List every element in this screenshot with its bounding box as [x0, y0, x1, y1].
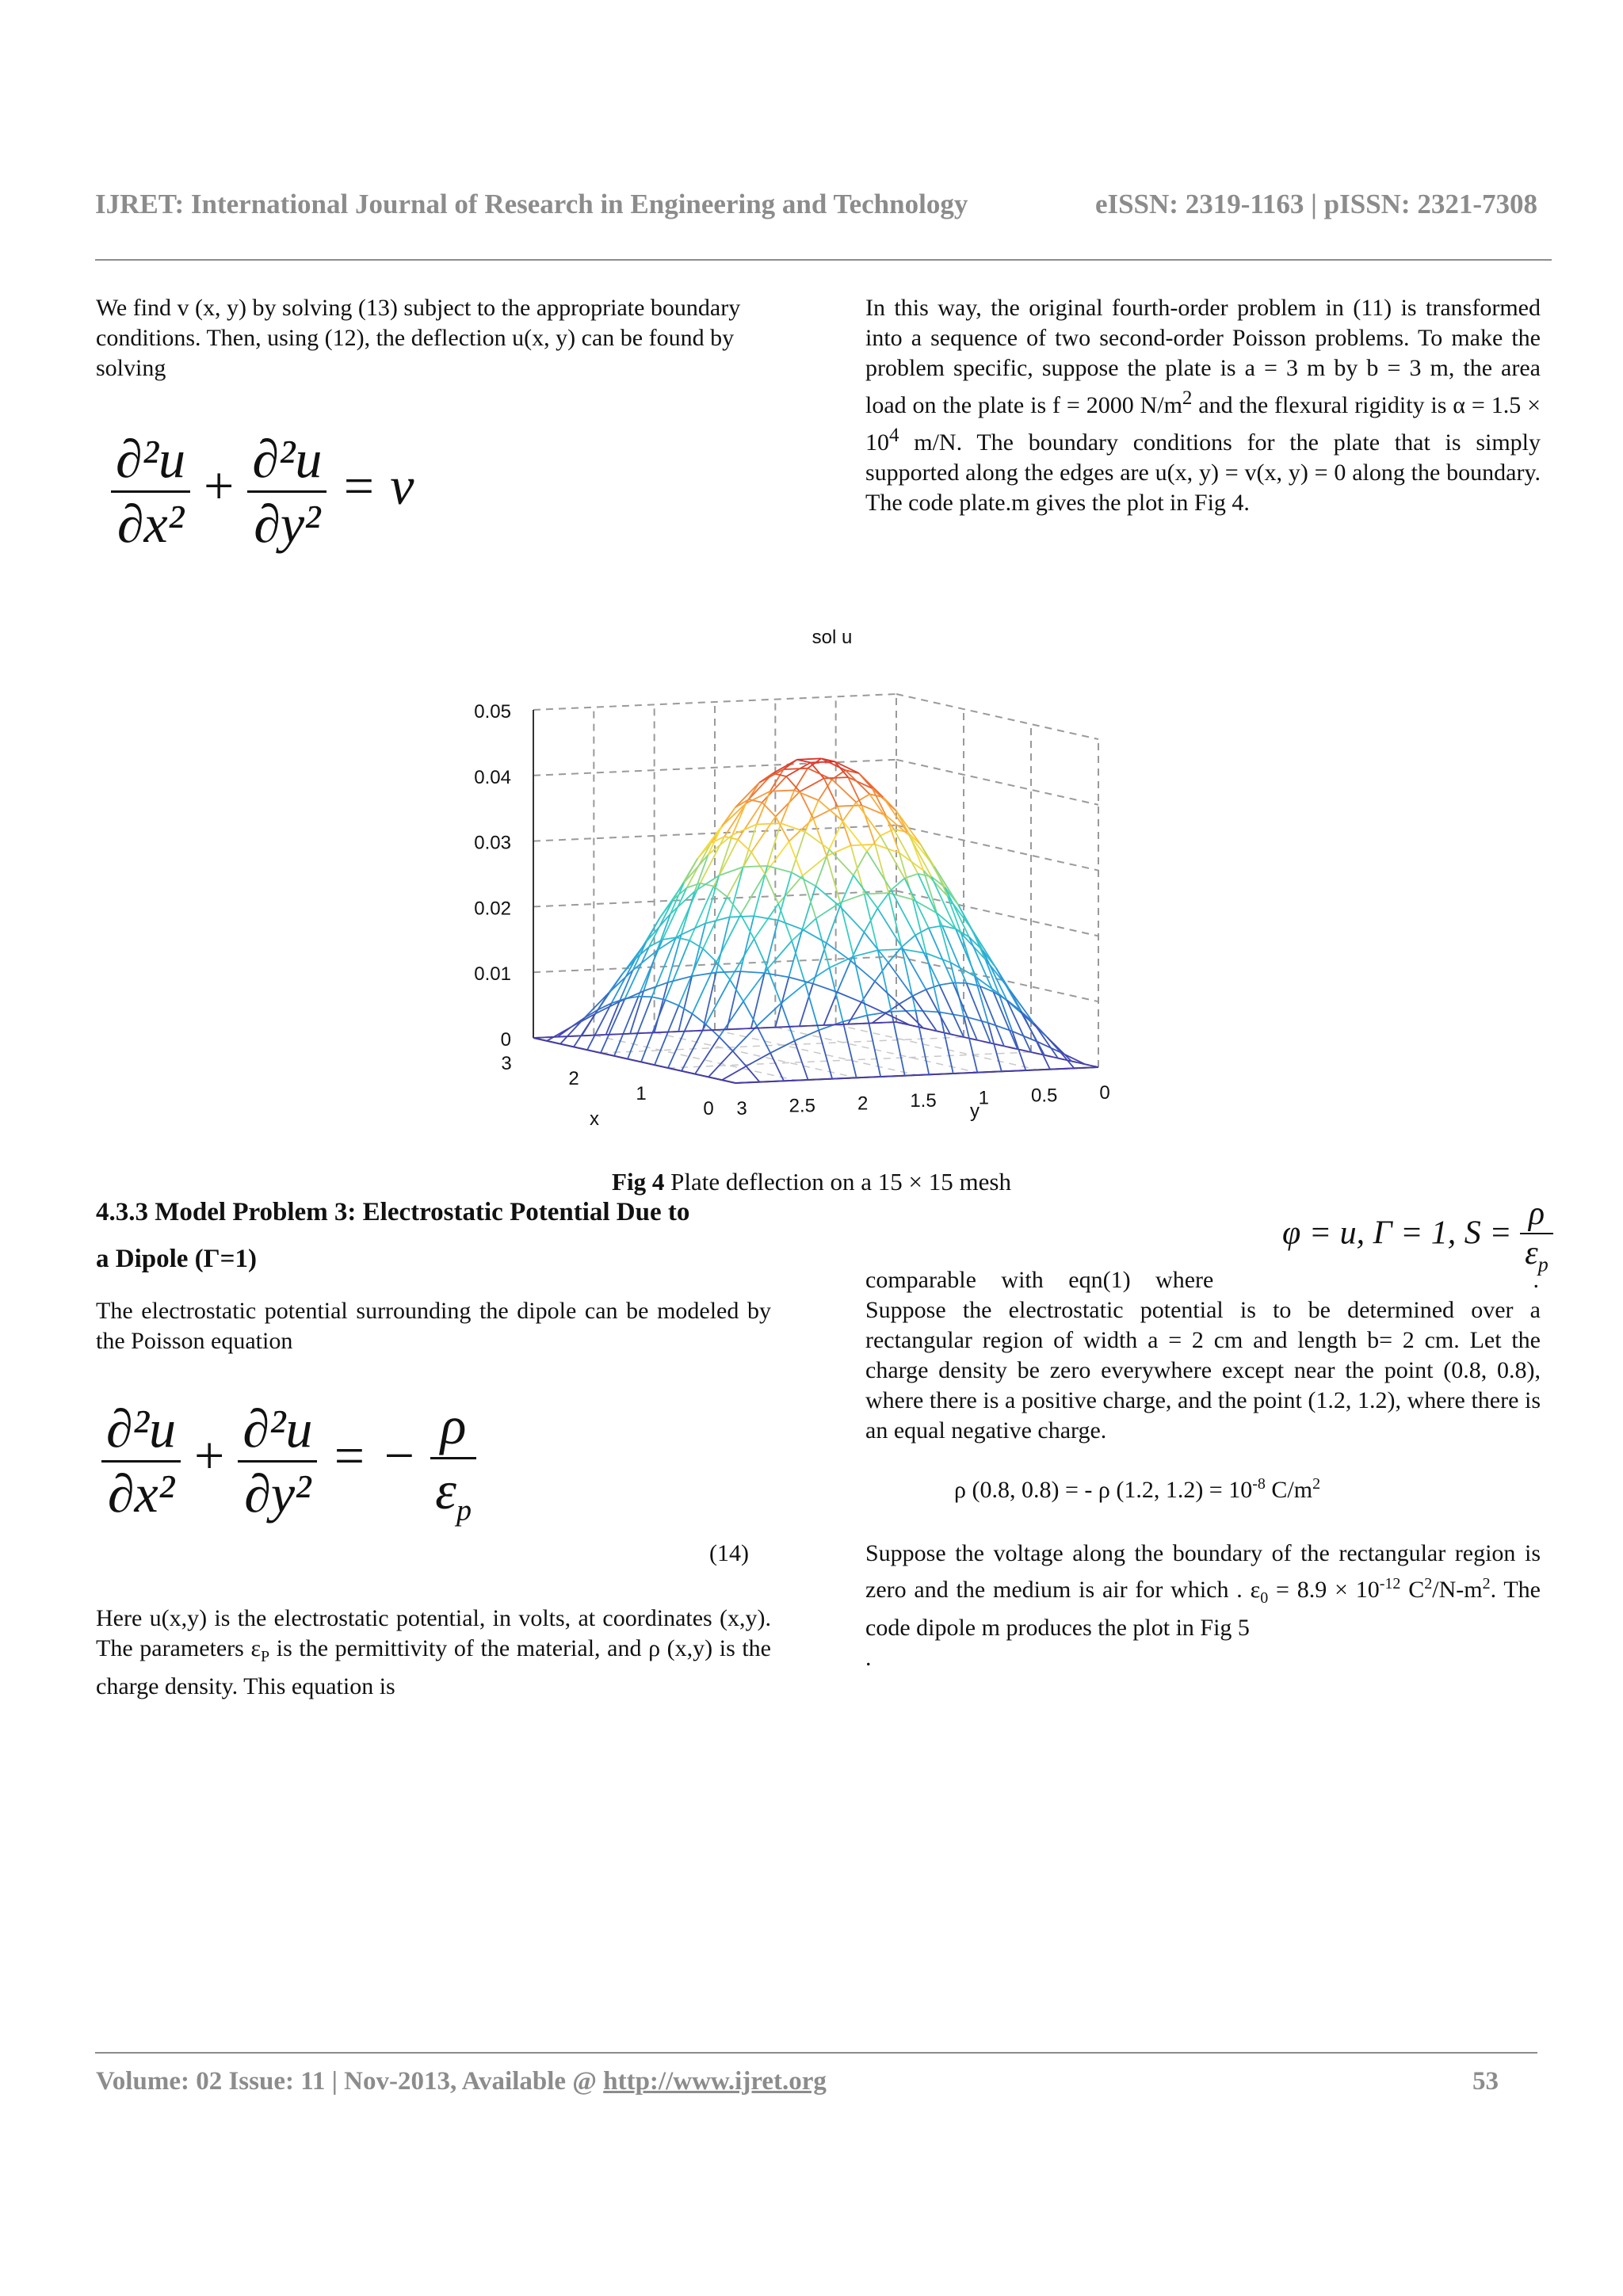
- mesh-edge-y: [708, 1051, 733, 1077]
- mesh-edge-x: [614, 1056, 628, 1059]
- mesh-edge-x: [655, 982, 668, 1032]
- mesh-edge-y: [915, 1010, 940, 1012]
- mesh-edge-x: [902, 935, 915, 947]
- surface-mesh: [533, 758, 1098, 1083]
- y-tick-label: 2: [857, 1093, 869, 1115]
- mesh-edge-x: [741, 914, 754, 939]
- mesh-edge-y: [885, 1013, 910, 1025]
- mesh-edge-y: [720, 1001, 744, 1037]
- mesh-edge-y: [754, 916, 778, 920]
- mesh-edge-y: [869, 794, 894, 829]
- mesh-edge-x: [628, 1059, 641, 1062]
- mesh-edge-x: [991, 1043, 1004, 1047]
- mesh-edge-y: [850, 961, 875, 982]
- footer-rule: [95, 2052, 1537, 2054]
- mesh-edge-x: [770, 1053, 784, 1081]
- mesh-edge-x: [827, 856, 840, 902]
- mesh-edge-x: [795, 1041, 808, 1080]
- mesh-edge-x: [601, 1053, 614, 1056]
- z-tick-label: 0.01: [474, 963, 511, 986]
- issn-line: eISSN: 2319-1163 | pISSN: 2321-7308: [1094, 189, 1537, 219]
- mesh-edge-x: [751, 852, 765, 874]
- mesh-edge-x: [695, 1074, 708, 1077]
- mesh-edge-x: [805, 983, 819, 1030]
- mesh-edge-x: [837, 961, 850, 993]
- mesh-edge-x: [781, 1003, 795, 1040]
- mesh-edge-x: [587, 1050, 601, 1053]
- mesh-edge-y: [641, 1000, 666, 1062]
- mesh-edge-x: [830, 967, 843, 1021]
- mesh-edge-y: [829, 849, 854, 875]
- mesh-edge-y: [795, 1030, 819, 1040]
- mesh-edge-y: [808, 769, 832, 780]
- z-tick-label: 0: [500, 1029, 511, 1051]
- mesh-edge-x: [939, 982, 953, 985]
- mesh-edge-y: [740, 971, 765, 973]
- mesh-edge-y: [966, 983, 991, 1043]
- charge-density-equation: ρ (0.8, 0.8) = - ρ (1.2, $1.2) = 10^{-8}$ $C/m^2$: [954, 1475, 1321, 1503]
- mesh-edge-x: [797, 760, 811, 763]
- y-tick-label: 0: [1099, 1082, 1110, 1104]
- mesh-edge-x: [781, 790, 794, 823]
- mesh-edge-y: [797, 758, 822, 759]
- left-paragraph-1: We find v (x, y) by solving (13) subject to the appropriate boundary conditions. Then, using (12), the deflection u(x, y) can be found by solving: [96, 295, 741, 381]
- x-tick-label: 2: [568, 1068, 579, 1089]
- mesh-edge-x: [834, 761, 848, 777]
- mesh-edge-y: [778, 920, 803, 929]
- axes-grid: [533, 694, 1098, 1083]
- x-tick-label: 1: [636, 1083, 647, 1104]
- mesh-edge-x: [950, 1034, 964, 1037]
- mesh-edge-y: [802, 929, 827, 943]
- mesh-edge-x: [606, 1001, 620, 1035]
- y-tick-label: 0.5: [1030, 1085, 1058, 1107]
- mesh-edge-y: [716, 971, 741, 972]
- mesh-edge-y: [899, 1004, 923, 1028]
- mesh-edge-y: [765, 973, 789, 977]
- section-heading: 4.3.3 Model Problem 3: Electrostatic Potential Due to a Dipole (Γ=1): [96, 1198, 690, 1273]
- mesh-edge-y: [767, 866, 792, 872]
- mesh-edge-x: [784, 760, 797, 769]
- mesh-edge-y: [776, 791, 800, 816]
- mesh-edge-y: [827, 943, 851, 960]
- right-paragraph-2: Suppose the electrostatic potential is to be determined over a rectangular region of width a = 2 cm and length b= 2 cm. Let the charge density be zero everywhere except near the point (0.8, 0.8), where there is a positive charge, and the point (1.2, 1.2), where there is an equal negative charge.: [865, 1297, 1541, 1444]
- mesh-edge-x: [693, 1014, 706, 1024]
- mesh-edge-y: [757, 823, 781, 824]
- mesh-edge-y: [643, 982, 668, 991]
- mesh-edge-y: [800, 778, 824, 791]
- mesh-edge-y: [837, 992, 861, 1002]
- mesh-edge-x: [678, 976, 692, 1032]
- journal-link[interactable]: http://www.ijret.org: [603, 2067, 827, 2096]
- mesh-edge-y: [883, 797, 907, 832]
- mesh-edge-x: [888, 893, 902, 949]
- mesh-edge-y: [751, 817, 776, 852]
- mesh-edge-x: [977, 1040, 991, 1043]
- mesh-edge-x: [722, 1080, 735, 1083]
- mesh-edge-x: [1060, 1052, 1074, 1068]
- mesh-edge-x: [848, 1002, 861, 1024]
- mesh-edge-x: [867, 1016, 880, 1077]
- mesh-edge-x: [754, 939, 768, 969]
- z-tick-label: 0.04: [474, 766, 511, 788]
- mesh-edge-x: [827, 906, 840, 943]
- mesh-edge-y: [722, 1066, 747, 1080]
- mesh-edge-y: [877, 908, 902, 947]
- mesh-edge-x: [547, 1041, 560, 1044]
- mesh-edge-y: [692, 972, 716, 976]
- mesh-edge-y: [854, 950, 878, 956]
- mesh-edge-x: [730, 980, 743, 1001]
- y-tick-label: 1: [978, 1087, 990, 1109]
- mesh-edge-y: [778, 875, 803, 903]
- equation-number: (14): [709, 1540, 749, 1566]
- mesh-edge-x: [912, 990, 926, 996]
- mesh-edge-x: [964, 1037, 977, 1040]
- mesh-edge-x: [988, 1023, 1002, 1071]
- mesh-edge-y: [735, 783, 760, 807]
- mesh-edge-x: [609, 974, 622, 994]
- mesh-edge-x: [926, 985, 939, 990]
- mesh-edge-y: [794, 790, 819, 800]
- mesh-edge-y: [843, 1016, 868, 1022]
- floor-gridline-x: [668, 1052, 1031, 1068]
- mesh-edge-x: [815, 849, 829, 886]
- mesh-edge-x: [819, 1030, 832, 1078]
- mesh-edge-y: [865, 893, 889, 894]
- mesh-edge-x: [666, 1000, 679, 1005]
- left-paragraph-2: The electrostatic potential surrounding the dipole can be modeled by the Poisson equation: [96, 1298, 771, 1354]
- z-tick-label: 0.05: [474, 701, 511, 723]
- inline-equation: φ = u, Γ = 1, S = $\frac{\rho}{\varepsilon_p}$: [1282, 1195, 1553, 1276]
- mesh-edge-x: [891, 879, 904, 891]
- mesh-edge-x: [765, 874, 778, 904]
- mesh-edge-x: [660, 899, 674, 917]
- z-tick-label: 0.02: [474, 898, 511, 920]
- mesh-edge-x: [840, 902, 854, 956]
- mesh-edge-x: [767, 823, 781, 866]
- z-gridline-right-wall: [896, 826, 1098, 871]
- right-paragraph-1: In this way, the original fourth-order problem in (11) is transformed into a sequence of two second-order Poisson problems. To make the problem specific, suppose the plate is a = 3 m by b = 3 m, the area load on the plate is f = 2000 $N/m^2$ and the flexural rigidity is $\alpha = 1.5 \times 10^4$ m/N. The boundary conditions for the plate that is simply supported along the edges are u(x, y) = v(x, y) = 0 along the boundary. The code plate.m gives the plot in Fig 4.: [865, 295, 1541, 516]
- mesh-edge-y: [587, 1003, 612, 1050]
- y-tick-label: 3: [736, 1098, 747, 1119]
- mesh-edge-y: [875, 982, 899, 1005]
- y-axis-title: y: [970, 1100, 980, 1122]
- x-axis-title: x: [590, 1108, 599, 1130]
- mesh-edge-x: [708, 1077, 722, 1080]
- mesh-edge-y: [730, 939, 754, 979]
- mesh-edge-y: [953, 982, 977, 1039]
- fraction-x: $\frac{\text{∂²u}}{\text{∂x²}}$: [111, 428, 190, 555]
- left-paragraph-3: Here u(x,y) is the electrostatic potential, in volts, at coordinates (x,y). The parameters $\varepsilon_P$ is the permittivity of the material, and ρ (x,y) is the charge density. This equation is: [96, 1605, 772, 1699]
- mesh-edge-x: [733, 1051, 747, 1066]
- mesh-edge-y: [727, 1028, 751, 1029]
- mesh-edge-x: [560, 1044, 574, 1047]
- mesh-edge-y: [647, 913, 671, 941]
- z-tick-label: 0.03: [474, 832, 511, 854]
- mesh-edge-x: [676, 937, 689, 940]
- chart-title: sol u: [812, 627, 853, 648]
- mesh-edge-x: [899, 996, 912, 1004]
- running-footer: Volume: 02 Issue: 11 | Nov-2013, Available @ http://www.ijret.org 53: [96, 2067, 1499, 2096]
- mesh-edge-y: [757, 1003, 781, 1026]
- mesh-edge-y: [813, 807, 838, 818]
- mesh-edge-y: [743, 866, 768, 867]
- mesh-edge-x: [842, 803, 856, 822]
- mesh-edge-x: [668, 1068, 682, 1071]
- mesh-edge-x: [802, 886, 815, 929]
- mesh-edge-y: [1047, 1037, 1071, 1061]
- mesh-edge-x: [574, 1047, 587, 1050]
- mesh-edge-x: [975, 976, 988, 1023]
- mesh-edge-x: [840, 875, 854, 906]
- mesh-edge-y: [655, 1005, 679, 1065]
- mesh-edge-x: [878, 950, 892, 1011]
- mesh-edge-y: [926, 953, 951, 963]
- mesh-edge-x: [655, 1065, 668, 1068]
- journal-title: IJRET: International Journal of Research in Engineering and Technology: [95, 189, 968, 219]
- fraction-y: $\frac{\text{∂²u}}{\text{∂y²}}$: [247, 428, 327, 555]
- comparable-line: comparable with eqn(1) where .: [865, 1267, 1539, 1293]
- mesh-edge-x: [915, 1010, 929, 1074]
- page-number: 53: [1472, 2067, 1499, 2096]
- figure-caption: Fig 4 Plate deflection on a 15 × 15 mesh: [612, 1168, 1011, 1196]
- mesh-edge-x: [843, 1021, 857, 1077]
- mesh-edge-x: [641, 1062, 655, 1065]
- mesh-edge-y: [741, 874, 766, 914]
- right-paragraph-3: Suppose the voltage along the boundary of the rectangular region is zero and the medium is air for which . $\varepsilon_0 = 8.9 \times 10^{-12}$ $C^2/N-m^2$. The code dipole m produces the plot in Fig 5 .: [865, 1540, 1541, 1671]
- floor-gridline-x: [601, 1037, 964, 1053]
- mesh-edge-y: [859, 773, 884, 797]
- mesh-edge-y: [840, 906, 865, 933]
- mesh-edge-y: [730, 916, 754, 917]
- mesh-edge-x: [850, 933, 864, 961]
- running-header: [95, 189, 1537, 220]
- mesh-edge-x: [813, 818, 827, 856]
- equation-dipole: $\frac{\text{∂²u}}{\text{∂x²}}$ + $\frac{\text{∂²u}}{\text{∂y²}}$ = − $\frac{\rho}{\varepsilon_p}$: [101, 1394, 476, 1528]
- z-gridline-right-wall: [896, 694, 1098, 739]
- mesh-edge-x: [1004, 1046, 1018, 1049]
- mesh-edge-x: [679, 1005, 693, 1013]
- mesh-edge-y: [805, 832, 830, 849]
- z-gridline-right-wall: [896, 760, 1098, 805]
- surface-plot: [317, 618, 1316, 1157]
- y-tick-label: 2.5: [789, 1095, 816, 1117]
- mesh-edge-x: [792, 941, 805, 984]
- x-tick-label: 0: [703, 1098, 714, 1119]
- header-rule: [95, 259, 1552, 261]
- x-tick-label: 3: [501, 1053, 512, 1074]
- mesh-edge-y: [907, 832, 932, 876]
- mesh-edge-x: [747, 1066, 760, 1082]
- axis-labels: [474, 627, 1109, 1130]
- mesh-edge-x: [714, 887, 727, 897]
- mesh-edge-x: [720, 1037, 733, 1051]
- mesh-edge-x: [682, 1071, 695, 1074]
- mesh-edge-y: [727, 852, 752, 897]
- mesh-edge-y: [684, 855, 708, 883]
- mesh-edge-x: [762, 803, 776, 817]
- equation-deflection: $\frac{\text{∂²u}}{\text{∂x²}}$ + $\frac{\text{∂²u}}{\text{∂y²}}$ = v: [111, 428, 414, 555]
- mesh-edge-y: [892, 1010, 916, 1011]
- y-tick-label: 1.5: [910, 1090, 937, 1112]
